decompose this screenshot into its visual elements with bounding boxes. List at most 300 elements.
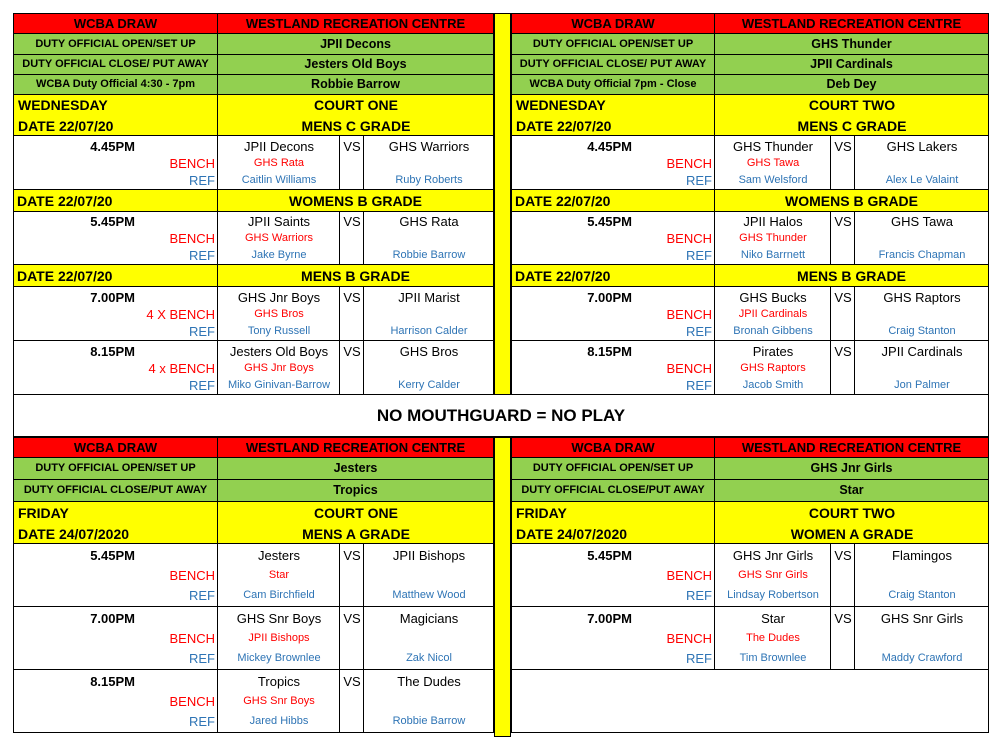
tl-g2-left-text: DATE 22/07/20	[17, 192, 113, 209]
tl-day-left-2	[15, 116, 216, 137]
br-day-right-1	[715, 502, 989, 523]
tr-g3-right	[715, 265, 989, 287]
game-away-team	[364, 137, 494, 155]
tl-g2-left	[13, 190, 218, 212]
game-ref-1-text: Caitlin Williams	[241, 173, 317, 186]
game-ref-label	[511, 171, 715, 189]
game-bench-label-text: BENCH	[666, 155, 712, 171]
tr-day-left-2-text: DATE 22/07/20	[516, 117, 612, 134]
game-bench-team	[218, 628, 340, 649]
game-home-team-text: GHS Jnr Girls	[732, 548, 814, 563]
game-bench-label-text: BENCH	[169, 694, 215, 709]
game-ref-label	[511, 376, 715, 394]
game-ref-1	[218, 322, 340, 340]
game-time	[13, 213, 138, 231]
header-draw-text: WCBA DRAW	[73, 16, 158, 31]
game-bench-label	[13, 691, 218, 712]
game-ref-2-text: Harrison Calder	[390, 324, 468, 337]
game-time-text: 7.00PM	[90, 611, 135, 626]
br-close-value-text: Star	[839, 483, 864, 498]
game-time	[13, 137, 138, 155]
br-close-value	[715, 480, 989, 502]
game-bench-label	[13, 359, 218, 377]
game-time-text: 7.00PM	[90, 289, 135, 305]
bl-day-left-2	[15, 523, 216, 544]
game-home-team-text: JPII Saints	[247, 214, 311, 230]
game-vs	[340, 342, 364, 360]
game-away-team-text: GHS Rata	[399, 214, 459, 230]
game-ref-label	[13, 376, 218, 394]
game-ref-2	[364, 585, 494, 606]
game-ref-label	[13, 711, 218, 732]
header-venue-text: WESTLAND RECREATION CENTRE	[741, 440, 962, 455]
game-vs-text: VS	[343, 343, 361, 359]
tr-day-left-1-text: WEDNESDAY	[516, 97, 606, 114]
game-away-team-text: GHS Raptors	[883, 289, 961, 305]
tl-g3-right	[218, 265, 494, 287]
tl-g3-left	[13, 265, 218, 287]
game-vs	[831, 608, 855, 629]
game-home-team	[218, 342, 340, 360]
game-away-team	[855, 545, 989, 566]
game-ref-1	[218, 376, 340, 394]
game-home-team	[715, 288, 831, 306]
game-time-text: 4.45PM	[587, 138, 632, 154]
game-away-team	[855, 608, 989, 629]
game-home-team-text: GHS Thunder	[733, 138, 813, 154]
tr-g3-right-text: MENS B GRADE	[797, 267, 906, 284]
game-time-text: 7.00PM	[587, 289, 632, 305]
tr-open-label	[511, 34, 715, 55]
game-bench-team-text: GHS Thunder	[739, 231, 807, 244]
game-ref-2	[364, 171, 494, 189]
tl-close-label-text: DUTY OFFICIAL CLOSE/ PUT AWAY	[22, 58, 209, 70]
game-bench-label-text: BENCH	[169, 568, 215, 583]
game-ref-1	[715, 322, 831, 340]
game-home-team	[218, 288, 340, 306]
game-bench-label	[13, 305, 218, 323]
game-home-team-text: GHS Snr Boys	[236, 611, 322, 626]
tr-day-right-2	[715, 116, 989, 137]
header-draw-text: WCBA DRAW	[571, 16, 655, 31]
game-away-team-text: GHS Snr Girls	[880, 611, 964, 626]
tr-day-right-2-text: MENS C GRADE	[797, 117, 907, 134]
tr-g2-right-text: WOMENS B GRADE	[785, 192, 918, 209]
game-bench-label	[13, 628, 218, 649]
game-home-team	[715, 608, 831, 629]
game-bench-label-text: BENCH	[666, 568, 712, 583]
divider-top	[494, 13, 511, 395]
game-ref-1-text: Jake Byrne	[251, 248, 307, 261]
game-away-team-text: GHS Warriors	[388, 138, 470, 154]
game-vs-text: VS	[343, 138, 361, 154]
game-away-team-text: Flamingos	[892, 548, 952, 563]
tr-g2-left	[511, 190, 715, 212]
game-away-team	[364, 608, 494, 629]
game-ref-label-text: REF	[189, 247, 215, 263]
game-ref-2	[364, 648, 494, 669]
game-away-team-text: JPII Cardinals	[881, 343, 963, 359]
game-away-team-text: GHS Lakers	[886, 138, 958, 154]
tl-open-value-text: JPII Decons	[320, 36, 391, 51]
game-bench-label-text: 4 x BENCH	[148, 360, 215, 376]
game-time-text: 5.45PM	[90, 214, 135, 230]
game-ref-1	[218, 246, 340, 264]
tl-open-label-text: DUTY OFFICIAL OPEN/SET UP	[35, 37, 196, 50]
game-ref-label-text: REF	[686, 651, 712, 666]
br-day-right-2	[715, 523, 989, 544]
game-bench-team-text: GHS Bros	[254, 307, 304, 320]
game-ref-2-text: Kerry Calder	[398, 378, 460, 391]
header-venue	[218, 13, 494, 34]
tr-g3-left-text: DATE 22/07/20	[515, 267, 611, 284]
game-bench-label	[13, 565, 218, 586]
game-ref-2-text: Robbie Barrow	[392, 248, 466, 261]
game-vs-text: VS	[343, 289, 361, 305]
game-vs	[831, 213, 855, 231]
tr-day-right-1	[715, 95, 989, 116]
bl-close-value	[218, 480, 494, 502]
game-bench-team	[218, 154, 340, 172]
game-ref-1	[218, 711, 340, 732]
game-away-team	[364, 213, 494, 231]
game-ref-1-text: Tim Brownlee	[739, 652, 807, 664]
game-bench-team	[715, 565, 831, 586]
game-away-team-text: JPII Bishops	[392, 548, 466, 563]
game-ref-2	[364, 376, 494, 394]
game-time-text: 7.00PM	[587, 611, 632, 626]
tl-day-left-1	[15, 95, 216, 116]
tl-wcba-label-text: WCBA Duty Official 4:30 - 7pm	[35, 78, 196, 90]
game-vs	[340, 213, 364, 231]
game-vs	[340, 545, 364, 566]
game-bench-team	[715, 305, 831, 323]
game-time-text: 5.45PM	[587, 548, 632, 563]
game-vs-text: VS	[343, 214, 361, 230]
tr-open-value-text: GHS Thunder	[811, 36, 892, 51]
game-time-text: 8.15PM	[90, 674, 135, 689]
tr-day-left-1	[513, 95, 713, 116]
game-ref-label	[511, 585, 715, 606]
header-draw	[13, 13, 218, 34]
bl-open-value	[218, 458, 494, 480]
notice-banner-text: NO MOUTHGUARD = NO PLAY	[376, 406, 626, 425]
tl-g3-right-text: MENS B GRADE	[301, 267, 410, 284]
game-ref-label-text: REF	[686, 247, 712, 263]
game-bench-team-text: GHS Raptors	[740, 361, 806, 374]
bl-open-label	[13, 458, 218, 480]
tl-day-right-2	[218, 116, 494, 137]
game-ref-label	[511, 322, 715, 340]
game-ref-2	[855, 648, 989, 669]
game-away-team	[855, 213, 989, 231]
game-ref-1-text: Jared Hibbs	[249, 715, 309, 727]
bl-close-value-text: Tropics	[333, 483, 378, 498]
bl-day-left-2-text: DATE 24/07/2020	[18, 525, 130, 542]
game-time	[511, 342, 635, 360]
game-home-team-text: Tropics	[257, 674, 301, 689]
game-ref-1-text: Cam Birchfield	[243, 589, 315, 601]
game-bench-label-text: BENCH	[666, 631, 712, 646]
game-home-team	[218, 608, 340, 629]
game-home-team	[715, 213, 831, 231]
br-open-value	[715, 458, 989, 480]
game-ref-label-text: REF	[189, 323, 215, 339]
header-draw-text: WCBA DRAW	[571, 440, 655, 455]
game-vs-text: VS	[834, 548, 852, 563]
header-venue	[715, 437, 989, 458]
game-away-team	[364, 288, 494, 306]
game-away-team	[364, 671, 494, 692]
bl-open-label-text: DUTY OFFICIAL OPEN/SET UP	[35, 462, 196, 474]
game-home-team-text: Jesters Old Boys	[229, 343, 329, 359]
tr-g2-right	[715, 190, 989, 212]
bl-close-label	[13, 480, 218, 502]
bl-day-left-1	[15, 502, 216, 523]
game-home-team	[715, 137, 831, 155]
tl-wcba-value	[218, 75, 494, 95]
game-bench-team-text: Star	[268, 569, 290, 581]
game-time-text: 5.45PM	[90, 548, 135, 563]
game-vs	[831, 342, 855, 360]
game-bench-team	[715, 154, 831, 172]
game-ref-label-text: REF	[189, 714, 215, 729]
game-ref-1-text: Jacob Smith	[742, 378, 804, 391]
bl-day-right-2-text: MENS A GRADE	[302, 525, 410, 542]
game-time	[13, 288, 138, 306]
br-open-label-text: DUTY OFFICIAL OPEN/SET UP	[532, 462, 694, 474]
game-bench-team	[218, 565, 340, 586]
game-bench-label	[13, 230, 218, 248]
tr-close-label-text: DUTY OFFICIAL CLOSE/ PUT AWAY	[519, 58, 707, 70]
game-ref-2	[855, 376, 989, 394]
game-bench-team-text: GHS Snr Girls	[738, 569, 808, 581]
tr-day-left-2	[513, 116, 713, 137]
game-bench-team-text: JPII Cardinals	[738, 307, 808, 320]
game-home-team-text: GHS Bucks	[739, 289, 807, 305]
game-home-team	[715, 342, 831, 360]
game-vs	[340, 137, 364, 155]
br-open-label	[511, 458, 715, 480]
bl-close-label-text: DUTY OFFICIAL CLOSE/PUT AWAY	[23, 484, 208, 496]
game-ref-1	[715, 585, 831, 606]
game-bench-team-text: GHS Tawa	[746, 156, 800, 169]
header-venue	[218, 437, 494, 458]
game-home-team-text: JPII Halos	[743, 214, 803, 230]
game-time	[13, 342, 138, 360]
game-vs-text: VS	[343, 674, 361, 689]
game-ref-1	[715, 376, 831, 394]
game-ref-label-text: REF	[189, 377, 215, 393]
header-venue-text: WESTLAND RECREATION CENTRE	[245, 440, 466, 455]
tr-wcba-value	[715, 75, 989, 95]
tr-g2-left-text: DATE 22/07/20	[515, 192, 611, 209]
game-away-team-text: Magicians	[399, 611, 459, 626]
tl-day-left-1-text: WEDNESDAY	[18, 97, 108, 114]
notice-banner	[13, 395, 989, 437]
header-venue-text: WESTLAND RECREATION CENTRE	[741, 16, 962, 31]
game-ref-label	[511, 648, 715, 669]
game-bench-team-text: GHS Warriors	[244, 231, 314, 244]
game-ref-label-text: REF	[686, 172, 712, 188]
game-away-team	[855, 342, 989, 360]
game-ref-2	[855, 246, 989, 264]
game-vs	[831, 137, 855, 155]
game-away-team	[364, 545, 494, 566]
br-open-value-text: GHS Jnr Girls	[810, 461, 893, 476]
game-home-team-text: JPII Decons	[243, 138, 315, 154]
tl-wcba-label	[13, 75, 218, 95]
br-close-label	[511, 480, 715, 502]
game-bench-label	[511, 305, 715, 323]
br-day-left-1	[513, 502, 713, 523]
game-bench-label	[511, 565, 715, 586]
game-home-team	[218, 545, 340, 566]
game-ref-1-text: Mickey Brownlee	[237, 652, 321, 664]
tr-open-label-text: DUTY OFFICIAL OPEN/SET UP	[532, 37, 694, 50]
game-away-team	[855, 137, 989, 155]
header-draw	[13, 437, 218, 458]
game-ref-2	[855, 171, 989, 189]
game-vs-text: VS	[343, 548, 361, 563]
game-time	[511, 137, 635, 155]
game-bench-team-text: The Dudes	[746, 632, 800, 644]
game-time	[511, 213, 635, 231]
game-bench-team-text: GHS Rata	[253, 156, 305, 169]
game-bench-label	[13, 154, 218, 172]
game-ref-label-text: REF	[189, 172, 215, 188]
game-away-team-text: GHS Bros	[399, 343, 459, 359]
game-ref-2	[855, 322, 989, 340]
br-day-left-2	[513, 523, 713, 544]
tl-close-label	[13, 55, 218, 75]
game-ref-label	[13, 585, 218, 606]
game-vs-text: VS	[343, 611, 361, 626]
game-bench-team	[218, 359, 340, 377]
game-ref-2	[364, 711, 494, 732]
header-venue	[715, 13, 989, 34]
tl-open-value	[218, 34, 494, 55]
game-ref-label	[13, 648, 218, 669]
game-time	[13, 545, 138, 566]
game-time	[511, 288, 635, 306]
game-bench-label-text: BENCH	[666, 360, 712, 376]
game-ref-2	[364, 322, 494, 340]
game-ref-2	[364, 246, 494, 264]
game-ref-label	[511, 246, 715, 264]
game-ref-label-text: REF	[686, 323, 712, 339]
tl-close-value	[218, 55, 494, 75]
tl-g2-right-text: WOMENS B GRADE	[289, 192, 422, 209]
game-ref-1	[715, 246, 831, 264]
game-bench-label-text: BENCH	[666, 306, 712, 322]
game-bench-label-text: BENCH	[666, 230, 712, 246]
game-bench-label-text: BENCH	[169, 230, 215, 246]
game-vs	[340, 288, 364, 306]
tl-day-left-2-text: DATE 22/07/20	[18, 117, 114, 134]
game-ref-label	[13, 322, 218, 340]
game-ref-1-text: Tony Russell	[247, 324, 311, 337]
game-bench-team	[715, 628, 831, 649]
game-vs	[340, 671, 364, 692]
empty-cell	[511, 670, 989, 733]
game-home-team-text: Jesters	[258, 548, 300, 563]
tl-wcba-value-text: Robbie Barrow	[311, 77, 400, 92]
bl-day-right-2	[218, 523, 494, 544]
tr-day-right-1-text: COURT TWO	[808, 97, 896, 114]
tr-wcba-value-text: Deb Dey	[826, 77, 877, 92]
game-bench-label-text: BENCH	[169, 631, 215, 646]
bl-open-value-text: Jesters	[333, 461, 378, 476]
header-draw-text: WCBA DRAW	[73, 440, 158, 455]
tl-g2-right	[218, 190, 494, 212]
game-time	[511, 608, 635, 629]
game-away-team	[855, 288, 989, 306]
bl-day-left-1-text: FRIDAY	[18, 504, 69, 521]
game-vs	[831, 545, 855, 566]
br-day-right-1-text: COURT TWO	[808, 504, 896, 521]
tr-close-value-text: JPII Cardinals	[810, 57, 893, 72]
tl-close-value-text: Jesters Old Boys	[304, 57, 407, 72]
game-vs	[831, 288, 855, 306]
game-time-text: 8.15PM	[587, 343, 632, 359]
game-ref-2-text: Robbie Barrow	[392, 715, 466, 727]
game-ref-1	[218, 171, 340, 189]
game-bench-label	[511, 230, 715, 248]
game-home-team-text: Pirates	[752, 343, 794, 359]
game-time-text: 8.15PM	[90, 343, 135, 359]
game-time	[13, 671, 138, 692]
game-ref-1	[218, 648, 340, 669]
bl-day-right-1	[218, 502, 494, 523]
game-ref-1-text: Lindsay Robertson	[727, 589, 819, 601]
game-bench-team	[715, 230, 831, 248]
game-ref-2-text: Craig Stanton	[888, 324, 956, 337]
game-bench-team-text: GHS Snr Boys	[243, 695, 315, 707]
game-ref-1	[218, 585, 340, 606]
game-ref-1-text: Miko Ginivan-Barrow	[227, 378, 331, 391]
header-draw	[511, 13, 715, 34]
game-ref-1	[715, 648, 831, 669]
game-home-team	[218, 671, 340, 692]
br-day-left-2-text: DATE 24/07/2020	[516, 525, 628, 542]
game-time	[511, 545, 635, 566]
game-ref-2-text: Matthew Wood	[392, 589, 466, 601]
game-ref-2-text: Francis Chapman	[878, 248, 966, 261]
game-home-team	[218, 137, 340, 155]
game-time-text: 5.45PM	[587, 214, 632, 230]
tr-close-value	[715, 55, 989, 75]
game-ref-2-text: Maddy Crawford	[881, 652, 963, 664]
game-bench-label	[511, 154, 715, 172]
game-ref-2	[855, 585, 989, 606]
game-ref-2-text: Craig Stanton	[888, 589, 956, 601]
tl-open-label	[13, 34, 218, 55]
game-bench-team-text: GHS Jnr Boys	[244, 361, 314, 374]
game-away-team-text: JPII Marist	[398, 289, 460, 305]
game-bench-label-text: BENCH	[169, 155, 215, 171]
tr-close-label	[511, 55, 715, 75]
game-bench-label	[511, 628, 715, 649]
br-day-right-2-text: WOMEN A GRADE	[790, 525, 914, 542]
game-away-team	[364, 342, 494, 360]
tr-open-value	[715, 34, 989, 55]
game-bench-team	[218, 305, 340, 323]
game-ref-label-text: REF	[686, 377, 712, 393]
game-bench-label-text: 4 X BENCH	[146, 306, 215, 322]
game-bench-label	[511, 359, 715, 377]
game-ref-label	[13, 246, 218, 264]
